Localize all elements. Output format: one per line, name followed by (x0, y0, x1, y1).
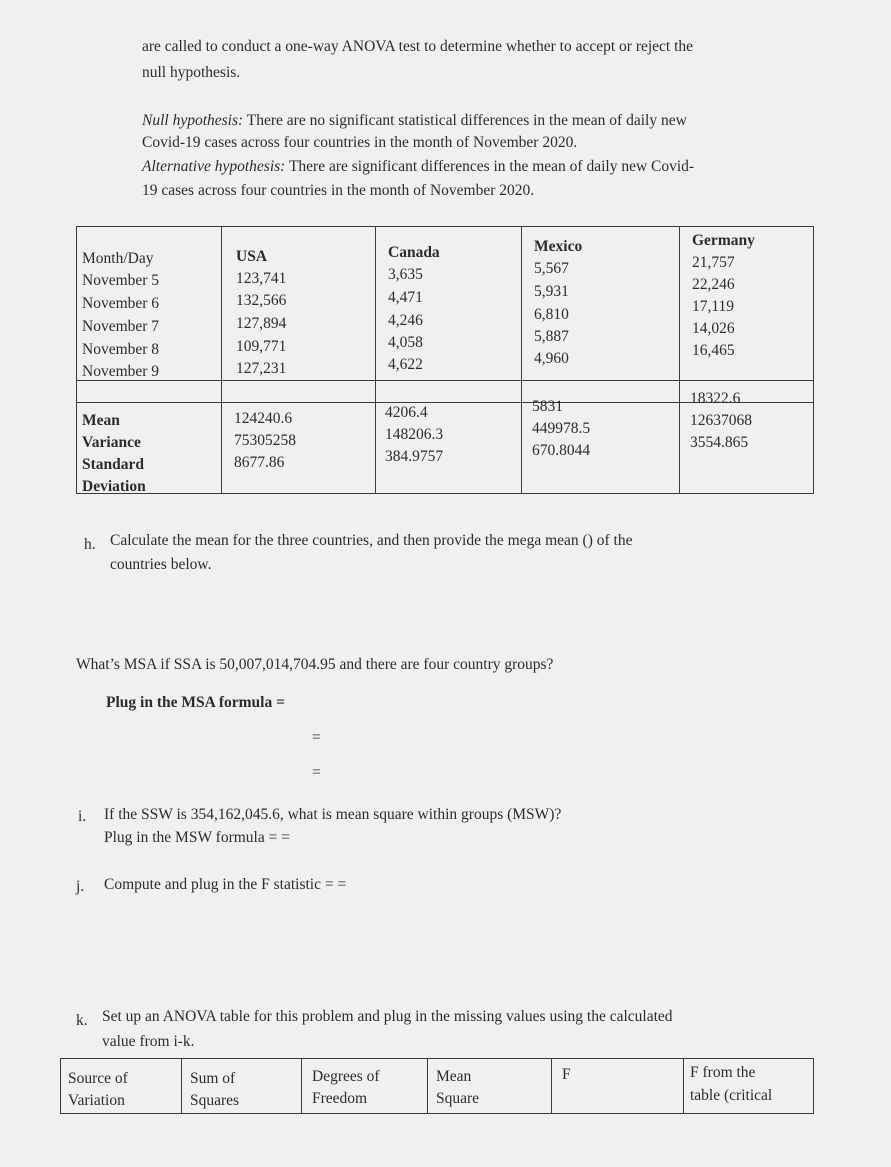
stat-label-deviation: Deviation (82, 478, 146, 495)
header-mexico: Mexico (534, 238, 583, 255)
question-i-marker: i. (78, 808, 87, 825)
anova-header-source-2: Variation (68, 1092, 125, 1109)
usa-nov6: 132,566 (236, 292, 287, 309)
germany-variance: 12637068 (690, 412, 752, 429)
usa-nov7: 127,894 (236, 315, 287, 332)
null-hypothesis-label: Null hypothesis: (142, 112, 244, 129)
mexico-nov9: 4,960 (534, 350, 569, 367)
canada-mean: 4206.4 (385, 404, 428, 421)
canada-nov6: 4,471 (388, 289, 423, 306)
anova-header-ms-2: Square (436, 1090, 480, 1107)
null-hypothesis-text: There are no significant statistical differences in the mean of daily new (243, 112, 687, 129)
anova-header-df-2: Freedom (312, 1090, 368, 1107)
question-h-marker: h. (84, 536, 96, 553)
mexico-mean: 5831 (532, 398, 563, 415)
msa-equals-2: = (312, 764, 321, 781)
anova-header-critical-1: F from the (690, 1064, 756, 1081)
question-k-line-1: Set up an ANOVA table for this problem and plug in the missing values using the calculated (102, 1008, 673, 1025)
intro-line-1: are called to conduct a one-way ANOVA test to determine whether to accept or reject the (142, 38, 694, 55)
msa-question: What’s MSA if SSA is 50,007,014,704.95 and there are four country groups? (76, 656, 554, 673)
anova-header-ss-2: Squares (190, 1092, 240, 1109)
anova-header-df-1: Degrees of (312, 1068, 380, 1085)
usa-nov8: 109,771 (236, 338, 287, 355)
msa-formula-label: Plug in the MSA formula = (106, 694, 285, 711)
germany-std-dev: 3554.865 (690, 434, 749, 451)
question-k-line-2: value from i-k. (102, 1033, 195, 1050)
header-canada: Canada (388, 244, 440, 261)
alt-hypothesis-line-2: 19 cases across four countries in the month of November 2020. (142, 182, 535, 199)
question-h-line-1: Calculate the mean for the three countries, and then provide the mega mean () of the (110, 532, 633, 549)
msa-equals-1: = (312, 729, 321, 746)
anova-header-source-1: Source of (68, 1070, 128, 1087)
canada-nov7: 4,246 (388, 312, 423, 329)
mexico-nov8: 5,887 (534, 328, 569, 345)
header-month-day: Month/Day (82, 250, 154, 267)
header-germany: Germany (692, 232, 755, 249)
anova-header-ms-1: Mean (436, 1068, 472, 1085)
alt-hypothesis-label: Alternative hypothesis: (142, 158, 286, 175)
anova-header-f: F (562, 1066, 571, 1083)
question-i-line-1: If the SSW is 354,162,045.6, what is mean square within groups (MSW)? (104, 806, 562, 823)
stat-label-variance: Variance (82, 434, 141, 451)
row-label-nov8: November 8 (82, 341, 160, 358)
usa-nov5: 123,741 (236, 270, 287, 287)
germany-nov6: 22,246 (692, 276, 735, 293)
row-label-nov9: November 9 (82, 363, 160, 380)
question-h-line-2: countries below. (110, 556, 212, 573)
question-k-marker: k. (76, 1012, 88, 1029)
germany-nov9: 16,465 (692, 342, 735, 359)
anova-table (60, 1058, 814, 1114)
usa-mean: 124240.6 (234, 410, 293, 427)
anova-header-ss-1: Sum of (190, 1070, 236, 1087)
covid-data-table (76, 226, 814, 494)
mexico-nov6: 5,931 (534, 283, 569, 300)
germany-nov5: 21,757 (692, 254, 735, 271)
usa-std-dev: 8677.86 (234, 454, 285, 471)
intro-line-2: null hypothesis. (142, 64, 241, 81)
canada-nov5: 3,635 (388, 266, 423, 283)
alt-hypothesis-line-1 (142, 156, 694, 178)
mexico-nov5: 5,567 (534, 260, 569, 277)
row-label-nov6: November 6 (82, 295, 160, 312)
null-hypothesis-line-1 (142, 110, 687, 132)
germany-nov7: 17,119 (692, 298, 735, 315)
question-j-marker: j. (76, 878, 85, 895)
germany-nov8: 14,026 (692, 320, 735, 337)
row-label-nov5: November 5 (82, 272, 160, 289)
stat-label-mean: Mean (82, 412, 120, 429)
mexico-variance: 449978.5 (532, 420, 591, 437)
mexico-nov7: 6,810 (534, 306, 569, 323)
canada-nov8: 4,058 (388, 334, 423, 351)
question-j-text: Compute and plug in the F statistic = = (104, 876, 347, 893)
row-label-nov7: November 7 (82, 318, 160, 335)
alt-hypothesis-text: There are significant differences in the mean of daily new Covid- (285, 158, 695, 175)
canada-variance: 148206.3 (385, 426, 444, 443)
anova-header-critical-2: table (critical (690, 1087, 773, 1104)
stat-label-standard: Standard (82, 456, 145, 473)
canada-nov9: 4,622 (388, 356, 423, 373)
null-hypothesis-line-2: Covid-19 cases across four countries in the month of November 2020. (142, 134, 578, 151)
usa-nov9: 127,231 (236, 360, 287, 377)
mexico-std-dev: 670.8044 (532, 442, 591, 459)
question-i-line-2: Plug in the MSW formula = = (104, 829, 290, 846)
header-usa: USA (236, 248, 268, 265)
germany-mean: 18322.6 (690, 390, 741, 407)
canada-std-dev: 384.9757 (385, 448, 444, 465)
usa-variance: 75305258 (234, 432, 296, 449)
